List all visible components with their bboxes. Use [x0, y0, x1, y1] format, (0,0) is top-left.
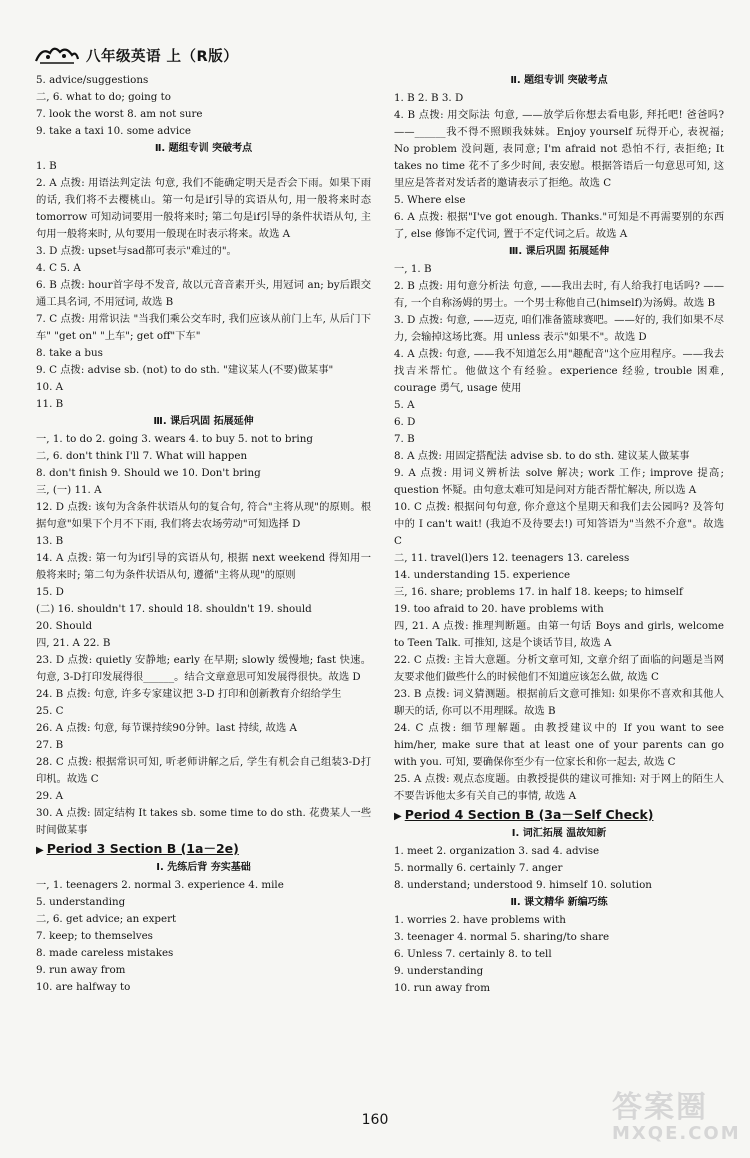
answer-line: 10. are halfway to: [36, 981, 131, 993]
answer-line: 1. B 2. B 3. D: [394, 92, 464, 104]
answer-explanation: 10. C 点拨: 根据问句句意, 你介意这个星期天和我们去公园吗? 及答句中的 I can't wait! (我迫不及待要去!) 可知答语为"当然不介意"。故选 C: [394, 501, 724, 547]
answer-line: 7. B: [394, 433, 415, 445]
answer-line: 19. too afraid to 20. have problems with: [394, 603, 604, 615]
answer-line: 5. understanding: [36, 896, 126, 908]
answer-line: 7. keep; to themselves: [36, 930, 153, 942]
answer-line: (二) 16. shouldn't 17. should 18. shouldn't 19. should: [36, 603, 312, 615]
section-heading: Ⅱ. 课文精华 新编巧练: [510, 897, 608, 908]
answer-line: 27. B: [36, 739, 64, 751]
answer-line: 9. run away from: [36, 964, 126, 976]
period-title: Period 3 Section B (1a－2e): [46, 841, 239, 856]
answer-line: 4. C 5. A: [36, 262, 81, 274]
section-heading: Ⅱ. 题组专训 突破考点: [510, 75, 608, 86]
answer-explanation: 23. B 点拨: 词义猜测题。根据前后文意可推知: 如果你不喜欢和其他人聊天的话, 你可以不用理睬。故选 B: [394, 688, 724, 717]
answer-line: 5. Where else: [394, 194, 466, 206]
answer-explanation: 四, 21. A 点拨: 推理判断题。由第一句话 Boys and girls, welcome to Teen Talk. 可推知, 这是个谈话节目, 故选 A: [394, 620, 724, 649]
period-heading: [394, 805, 724, 825]
answer-line: 25. C: [36, 705, 64, 717]
triangle-bullet-icon: ▶: [394, 811, 402, 822]
answer-line: 13. B: [36, 535, 64, 547]
answer-line: 8. don't finish 9. Should we 10. Don't bring: [36, 467, 261, 479]
answer-line: 9. take a taxi 10. some advice: [36, 125, 192, 137]
watermark-logo: 答案圈 MXQE.COM: [612, 1090, 741, 1144]
answer-line: 14. understanding 15. experience: [394, 569, 571, 581]
answer-explanation: 28. C 点拨: 根据常识可知, 听老师讲解之后, 学生有机会自己组装3-D打印机。故选 C: [36, 756, 371, 785]
answer-line: 15. D: [36, 586, 64, 598]
answer-explanation: 6. A 点拨: 根据"I've got enough. Thanks."可知是不再需要别的东西了, else 修饰不定代词, 置于不定代词之后。故选 A: [394, 211, 724, 240]
answer-line: 二, 11. travel(l)ers 12. teenagers 13. careless: [394, 552, 630, 564]
answer-explanation: 22. C 点拨: 主旨大意题。分析文章可知, 文章介绍了面临的问题是当网友要求他们做些什么的时候他们不知道应该怎么做, 故选 C: [394, 654, 724, 683]
answer-line: 29. A: [36, 790, 64, 802]
answer-line: 10. A: [36, 381, 64, 393]
answer-explanation: 7. C 点拨: 用常识法 "当我们乘公交车时, 我们应该从前门上车, 从后门下车" "get on" "上车"; get off"下车": [36, 313, 371, 342]
triangle-bullet-icon: ▶: [36, 845, 44, 856]
answer-line: 6. D: [394, 416, 416, 428]
answer-line: 一, 1. teenagers 2. normal 3. experience 4. mile: [36, 879, 284, 891]
answer-explanation: 4. B 点拨: 用交际法 句意, ——放学后你想去看电影, 拜托吧! 爸爸吗? ——______我不得不照顾我妹妹。Enjoy yourself 玩得开心, 表祝福; No problem 没问题, 表同意; I'm afraid not 恐怕不行, 表拒绝; It takes no time 花不了多少时间, 表安慰。根据答语后一句意思可知, 这里应是答者对发话者的邀请表示了拒绝。故选 C: [394, 109, 724, 189]
answer-line: 二, 6. what to do; going to: [36, 91, 171, 103]
right-column: [394, 72, 724, 997]
answer-explanation: 30. A 点拨: 固定结构 It takes sb. some time to do sth. 花费某人一些时间做某事: [36, 807, 371, 836]
answer-line: 3. teenager 4. normal 5. sharing/to share: [394, 931, 610, 943]
answer-line: 8. understand; understood 9. himself 10. solution: [394, 879, 652, 891]
answer-explanation: 9. A 点拨: 用词义辨析法 solve 解决; work 工作; improve 提高; question 怀疑。由句意太难可知是问对方能否帮忙解决, 所以选 A: [394, 467, 724, 496]
answer-line: 20. Should: [36, 620, 93, 632]
answer-line: 10. run away from: [394, 982, 490, 994]
answer-line: 5. A: [394, 399, 415, 411]
answer-line: 1. B: [36, 160, 57, 172]
answer-line: 7. look the worst 8. am not sure: [36, 108, 203, 120]
answer-explanation: 26. A 点拨: 句意, 每节课持续90分钟。last 持续, 故选 A: [36, 722, 297, 734]
answer-line: 3. D 点拨: upset与sad都可表示"难过的"。: [36, 245, 237, 257]
answer-line: 5. normally 6. certainly 7. anger: [394, 862, 563, 874]
answer-explanation: 25. A 点拨: 观点态度题。由教授提供的建议可推知: 对于网上的陌生人不要告诉他太多有关自己的事情, 故选 A: [394, 773, 724, 802]
book-title: 八年级英语 上（R版）: [86, 48, 239, 65]
answer-line: 二, 6. don't think I'll 7. What will happen: [36, 450, 248, 462]
page-header: [34, 42, 238, 68]
left-column: [36, 72, 371, 996]
answer-explanation: 23. D 点拨: quietly 安静地; early 在早期; slowly 缓慢地; fast 快速。句意, 3-D打印发展得很______。结合文章意思可知发展得很快。故选 D: [36, 654, 371, 683]
answer-line: 三, 16. share; problems 17. in half 18. keeps; to himself: [394, 586, 683, 598]
page-number: 160: [361, 1112, 389, 1128]
answer-line: 四, 21. A 22. B: [36, 637, 111, 649]
answer-line: 一, 1. to do 2. going 3. wears 4. to buy 5. not to bring: [36, 433, 313, 445]
answer-line: 1. meet 2. organization 3. sad 4. advise: [394, 845, 600, 857]
answer-line: 一, 1. B: [394, 263, 432, 275]
section-heading: Ⅱ. 题组专训 突破考点: [154, 143, 253, 154]
period-title: Period 4 Section B (3a－Self Check): [404, 807, 654, 822]
answer-explanation: 3. D 点拨: 句意, ——迈克, 咱们准备篮球赛吧。——好的, 我们如果不尽力, 会输掉这场比赛。用 unless 表示"如果不"。故选 D: [394, 314, 724, 343]
book-logo-icon: [34, 43, 80, 67]
answer-explanation: 24. B 点拨: 句意, 许多专家建议把 3-D 打印和创新教育介绍给学生: [36, 688, 342, 700]
answer-explanation: 12. D 点拨: 该句为含条件状语从句的复合句, 符合"主将从现"的原则。根据句意"如果下个月不下雨, 我们将去农场劳动"可知选择 D: [36, 501, 371, 530]
section-heading: Ⅲ. 课后巩固 拓展延伸: [153, 416, 254, 427]
section-heading: Ⅲ. 课后巩固 拓展延伸: [508, 246, 610, 257]
answer-explanation: 9. C 点拨: advise sb. (not) to do sth. "建议某人(不要)做某事": [36, 364, 334, 376]
period-heading: [36, 839, 371, 859]
answer-line: 1. worries 2. have problems with: [394, 914, 566, 926]
section-heading: Ⅰ. 词汇拓展 温故知新: [511, 828, 607, 839]
answer-explanation: 6. B 点拨: hour首字母不发音, 故以元音音素开头, 用冠词 an; by后跟交通工具名词, 不用冠词, 故选 B: [36, 279, 371, 308]
answer-line: 二, 6. get advice; an expert: [36, 913, 177, 925]
answer-explanation: 2. B 点拨: 用句意分析法 句意, ——我出去时, 有人给我打电话吗? ——有, 一个自称汤姆的男士。一个男士称他自己(himself)为汤姆。故选 B: [394, 280, 724, 309]
answer-line: 11. B: [36, 398, 64, 410]
answer-line: 6. Unless 7. certainly 8. to tell: [394, 948, 552, 960]
answer-explanation: 14. A 点拨: 第一句为if引导的宾语从句, 根据 next weekend 得知用一般将来时; 第二句为条件状语从句, 遵循"主将从现"的原则: [36, 552, 371, 581]
answer-explanation: 2. A 点拨: 用语法判定法 句意, 我们不能确定明天是否会下雨。如果下雨的话, 我们将不去樱桃山。第一句是if引导的宾语从句, 用一般将来时态 tomorrow 可知动词要用一般将来时; 第二句是if引导的条件状语从句, 主句用一般将来时, 从句要用一般现在时表示将来。故选 A: [36, 177, 371, 240]
section-heading: Ⅰ. 先练后背 夯实基础: [156, 862, 251, 873]
answer-line: 三, (一) 11. A: [36, 484, 102, 496]
answer-line: 8. take a bus: [36, 347, 103, 359]
answer-line: 5. advice/suggestions: [36, 74, 149, 86]
answer-explanation: 24. C 点拨: 细节理解题。由教授建议中的 If you want to see him/her, make sure that at least one of your parents can go with you. 可知, 要确保你至少有一位家长和你一起去, 故选 C: [394, 722, 724, 768]
answer-explanation: 4. A 点拨: 句意, ——我不知道怎么用"趣配音"这个应用程序。——我去找吉米帮忙。他做这个有经验。experience 经验, trouble 困难, courage 勇气, usage 使用: [394, 348, 724, 394]
answer-explanation: 8. A 点拨: 用固定搭配法 advise sb. to do sth. 建议某人做某事: [394, 450, 690, 462]
answer-line: 9. understanding: [394, 965, 484, 977]
answer-line: 8. made careless mistakes: [36, 947, 174, 959]
